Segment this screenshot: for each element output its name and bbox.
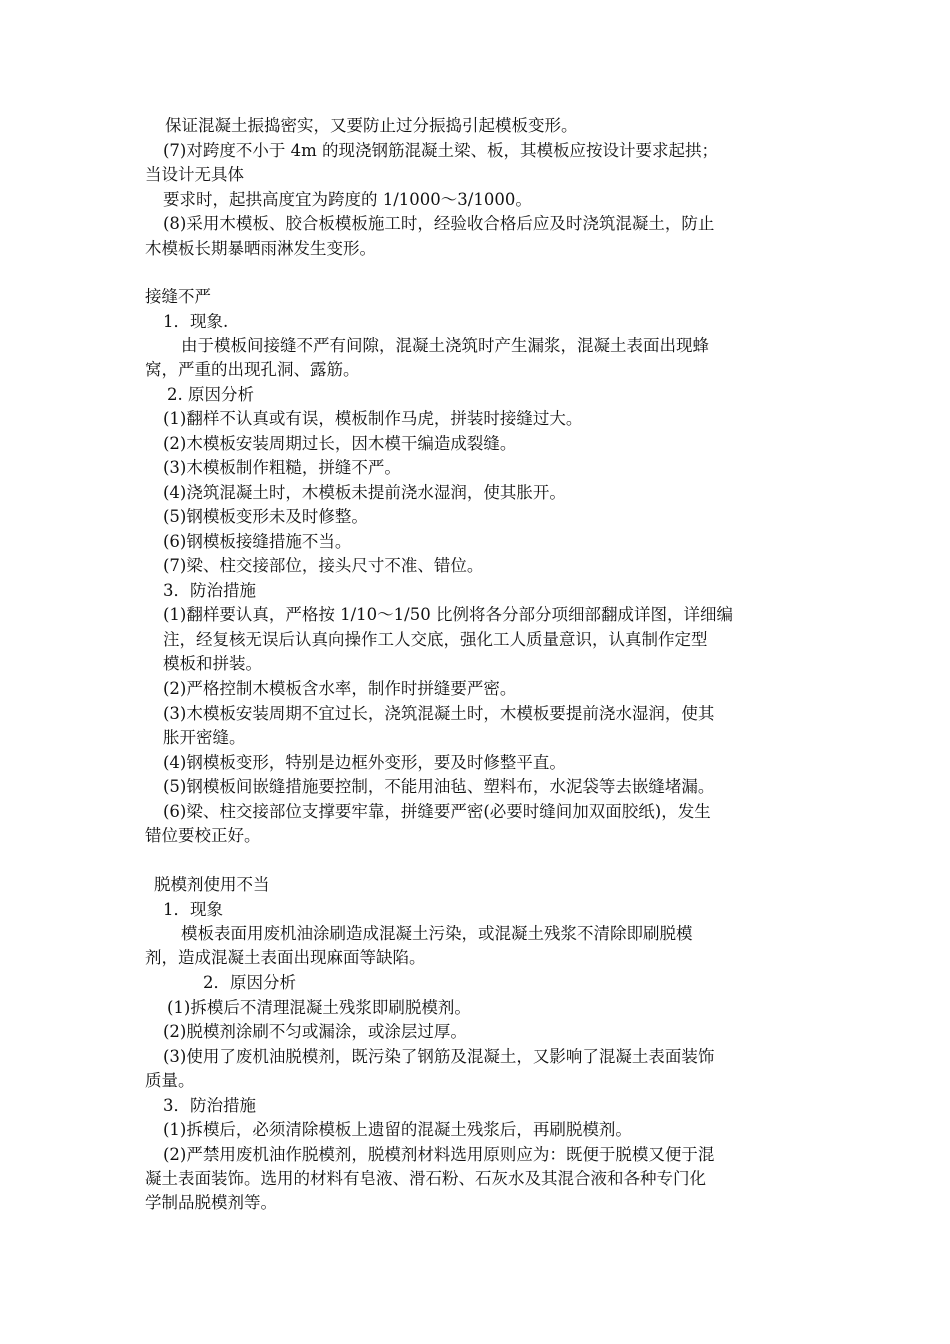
text-line: 错位要校正好。 xyxy=(145,826,261,845)
text-line: 2．原因分析 xyxy=(203,973,296,992)
text-line: (1)翻样不认真或有误，模板制作马虎，拼装时接缝过大。 xyxy=(163,409,583,428)
text-line: (7)对跨度不小于 4m 的现浇钢筋混凝土梁、板，其模板应按设计要求起拱； xyxy=(163,141,719,160)
text-line: 学制品脱模剂等。 xyxy=(145,1193,277,1212)
text-line: 由于模板间接缝不严有间隙，混凝土浇筑时产生漏浆，混凝土表面出现蜂 xyxy=(181,336,709,355)
text-line: 胀开密缝。 xyxy=(163,728,246,747)
text-line: (8)采用木模板、胶合板模板施工时，经验收合格后应及时浇筑混凝土，防止 xyxy=(163,214,715,233)
text-line: (2)脱模剂涂刷不匀或漏涂，或涂层过厚。 xyxy=(163,1022,467,1041)
text-line: (4)钢模板变形，特别是边框外变形，要及时修整平直。 xyxy=(163,753,566,772)
text-line: (7)梁、柱交接部位，接头尺寸不准、错位。 xyxy=(163,556,484,575)
text-line: 模板和拼装。 xyxy=(163,654,262,673)
text-line: 3．防治措施 xyxy=(163,1096,256,1115)
text-line: 2. 原因分析 xyxy=(167,385,254,404)
text-line: 质量。 xyxy=(145,1071,195,1090)
text-line: (3)木模板安装周期不宜过长，浇筑混凝土时，木模板要提前浇水湿润，使其 xyxy=(163,704,715,723)
text-line: (1)翻样要认真，严格按 1/10～1/50 比例将各分部分项细部翻成详图，详细编 xyxy=(163,605,733,624)
text-line: 当设计无具体 xyxy=(145,165,244,184)
text-line: (3)木模板制作粗糙，拼缝不严。 xyxy=(163,458,401,477)
text-line: 3．防治措施 xyxy=(163,581,256,600)
text-line: 1．现象. xyxy=(163,312,229,331)
text-line: (5)钢模板间嵌缝措施要控制，不能用油毡、塑料布，水泥袋等去嵌缝堵漏。 xyxy=(163,777,715,796)
text-line: 模板表面用废机油涂刷造成混凝土污染，或混凝土残浆不清除即刷脱模 xyxy=(181,924,693,943)
text-line: 剂，造成混凝土表面出现麻面等缺陷。 xyxy=(145,948,426,967)
text-line: (2)严禁用废机油作脱模剂，脱模剂材料选用原则应为：既便于脱模又便于混 xyxy=(163,1145,715,1164)
text-line: 木模板长期暴晒雨淋发生变形。 xyxy=(145,239,376,258)
text-line: (5)钢模板变形未及时修整。 xyxy=(163,507,368,526)
text-line: 1．现象 xyxy=(163,900,223,919)
text-line: (4)浇筑混凝土时，木模板未提前浇水湿润，使其胀开。 xyxy=(163,483,566,502)
text-line: 注，经复核无误后认真向操作工人交底，强化工人质量意识，认真制作定型 xyxy=(163,630,708,649)
text-line: (6)钢模板接缝措施不当。 xyxy=(163,532,352,551)
text-line: 保证混凝土振捣密实，又要防止过分振捣引起模板变形。 xyxy=(165,116,578,135)
text-line: 窝，严重的出现孔洞、露筋。 xyxy=(145,360,360,379)
text-line: (1)拆模后不清理混凝土残浆即刷脱模剂。 xyxy=(167,998,471,1017)
text-line: (2)木模板安装周期过长，因木模干编造成裂缝。 xyxy=(163,434,517,453)
text-line: (2)严格控制木模板含水率，制作时拼缝要严密。 xyxy=(163,679,517,698)
text-line: (3)使用了废机油脱模剂，既污染了钢筋及混凝土，又影响了混凝土表面装饰 xyxy=(163,1047,715,1066)
text-line: 脱模剂使用不当 xyxy=(154,875,270,894)
text-line: 要求时，起拱高度宜为跨度的 1/1000～3/1000。 xyxy=(163,190,532,209)
text-line: (1)拆模后，必须清除模板上遗留的混凝土残浆后，再刷脱模剂。 xyxy=(163,1120,632,1139)
text-line: (6)梁、柱交接部位支撑要牢靠，拼缝要严密(必要时缝间加双面胶纸)，发生 xyxy=(163,802,711,821)
text-line: 接缝不严 xyxy=(145,287,211,306)
text-line: 凝土表面装饰。选用的材料有皂液、滑石粉、石灰水及其混合液和各种专门化 xyxy=(145,1169,706,1188)
